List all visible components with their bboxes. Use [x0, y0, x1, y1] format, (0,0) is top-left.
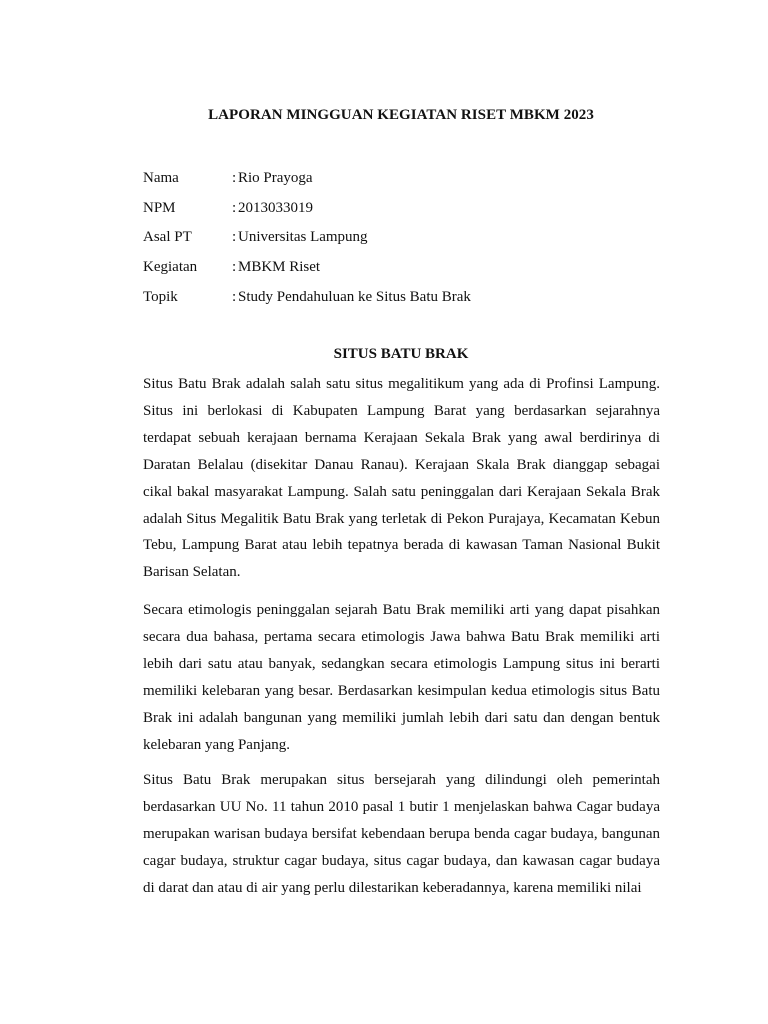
- identity-label: Nama: [143, 170, 179, 186]
- identity-table: [143, 168, 471, 316]
- identity-value: Study Pendahuluan ke Situs Batu Brak: [238, 288, 471, 305]
- body-paragraph: [143, 767, 660, 910]
- identity-colon: :: [232, 170, 237, 186]
- identity-value: Rio Prayoga: [238, 170, 313, 186]
- identity-value: MBKM Riset: [238, 259, 321, 276]
- identity-value: 2013033019: [238, 199, 313, 216]
- body-paragraph: [143, 597, 660, 766]
- paragraph-text: Situs Batu Brak adalah salah satu situs megalitikum yang ada di Profinsi Lampung. Situs ini berlokasi di Kabupaten Lampung Barat yang berdasarkan sejarahnya terdapat sebuah kerajaan bernama Kerajaan Sekala Brak yang awal berdirinya di Daratan Belalau (disekitar Danau Ranau). Kerajaan Skala Brak dianggap sebagai cikal bakal masyarakat Lampung. Salah satu peninggalan dari Kerajaan Sekala Brak adalah Situs Megalitik Batu Brak yang terletak di Pekon Purajaya, Kecamatan Kebun Tebu, Lampung Barat atau lebih tepatnya berada di kawasan Taman Nasional Bukit Barisan Selatan.: [143, 376, 660, 581]
- paragraph-text: Situs Batu Brak merupakan situs bersejarah yang dilindungi oleh pemerintah berdasarkan UU No. 11 tahun 2010 pasal 1 butir 1 menjelaskan bahwa Cagar budaya merupakan warisan budaya bersifat kebendaan berupa benda cagar budaya, bangunan cagar budaya, struktur cagar budaya, situs cagar budaya, dan kawasan cagar budaya di darat dan atau di air yang perlu dilestarikan keberadannya, karena memiliki nilai: [143, 772, 660, 896]
- body-paragraph: [143, 371, 660, 594]
- identity-label: Topik: [143, 288, 178, 305]
- identity-colon: :: [232, 288, 237, 305]
- report-title: LAPORAN MINGGUAN KEGIATAN RISET MBKM 2023: [208, 107, 594, 123]
- section-title: SITUS BATU BRAK: [333, 346, 469, 362]
- identity-colon: :: [232, 229, 237, 246]
- identity-colon: :: [232, 199, 237, 216]
- identity-label: NPM: [143, 199, 176, 216]
- identity-row-asal-pt: [143, 227, 471, 257]
- identity-row-npm: [143, 198, 471, 228]
- identity-label: Kegiatan: [143, 259, 198, 276]
- identity-colon: :: [232, 259, 237, 276]
- identity-row-nama: [143, 168, 471, 198]
- identity-label: Asal PT: [143, 229, 192, 246]
- identity-value: Universitas Lampung: [238, 229, 368, 246]
- identity-row-topik: [143, 287, 471, 317]
- paragraph-text: Secara etimologis peninggalan sejarah Batu Brak memiliki arti yang dapat pisahkan secara dua bahasa, pertama secara etimologis Jawa bahwa Batu Brak memiliki arti lebih dari satu atau banyak, sedangkan secara etimologis Lampung situs ini berarti memiliki kelebaran yang besar. Berdasarkan kesimpulan kedua etimologis situs Batu Brak ini adalah bangunan yang memiliki jumlah lebih dari satu dan dengan bentuk kelebaran yang Panjang.: [143, 602, 660, 753]
- identity-row-kegiatan: [143, 257, 471, 287]
